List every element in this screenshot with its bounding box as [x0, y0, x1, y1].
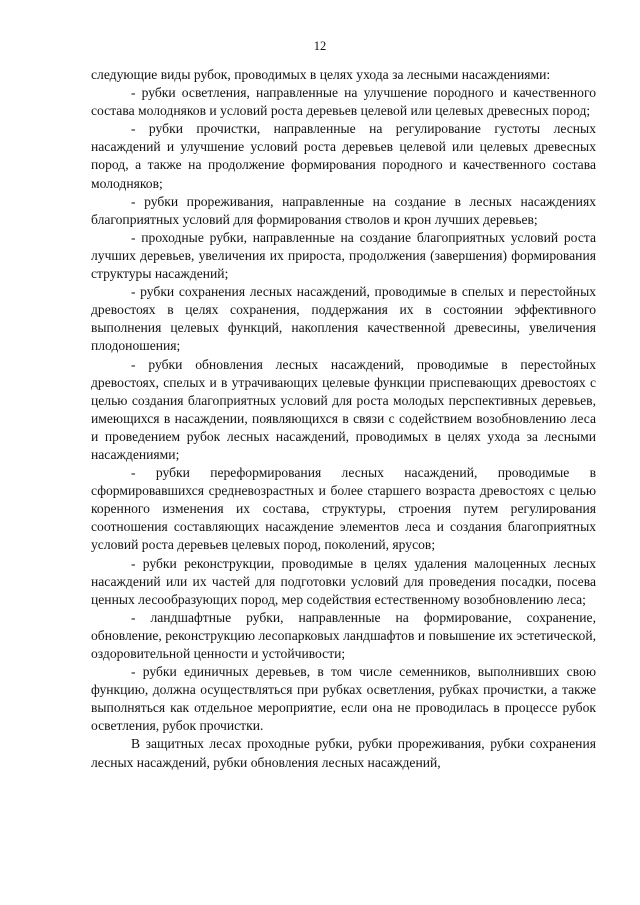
- paragraph-preservation-cuttings: - рубки сохранения лесных насаждений, проводимые в спелых и перестойных древостоях в целях сохранения, поддержания их в состоянии эффективного выполнения целевых функций, накопления качественной древесины, увеличения плодоношения;: [91, 284, 596, 354]
- paragraph-cleaning-cuttings: - рубки прочистки, направленные на регулирование густоты лесных насаждений и улучшение условий роста деревьев целевой или целевых древесных пород, а также на продолжение формирования породного и качественного состава молодняков;: [91, 121, 596, 191]
- paragraph-landscape-cuttings: - ландшафтные рубки, направленные на формирование, сохранение, обновление, реконструкцию лесопарковых ландшафтов и повышение их эстетической, оздоровительной ценности и устойчивости;: [91, 609, 596, 661]
- paragraph-passage-cuttings: - проходные рубки, направленные на создание благоприятных условий роста лучших деревьев, увеличения их прироста, продолжения (завершения) формирования структуры насаждений;: [91, 229, 596, 282]
- document-body: [91, 66, 596, 772]
- page-number: 12: [313, 39, 327, 53]
- paragraph-renewal-cuttings: - рубки обновления лесных насаждений, проводимые в перестойных древостоях, спелых и в утрачивающих целевые функции приспевающих древостоях с целью создания благоприятных условий для роста молодых перспективных деревьев, имеющихся в насаждении, появляющихся в связи с содействием возобновлению леса и проведением рубок лесных насаждений, проводимых в целях ухода за лесными насаждениями;: [91, 356, 596, 462]
- paragraph-protective-forests: В защитных лесах проходные рубки, рубки прореживания, рубки сохранения лесных насаждений, рубки обновления лесных насаждений,: [91, 736, 596, 770]
- paragraph-reformation-cuttings: - рубки переформирования лесных насаждений, проводимые в сформировавшихся средневозрастных и более старшего возраста древостоях с целью коренного изменения их состава, структуры, строения путем регулирования соотношения составляющих насаждение элементов леса и создания благоприятных условий роста деревьев целевых пород, поколений, ярусов;: [91, 465, 596, 553]
- paragraph-single-tree-cuttings: - рубки единичных деревьев, в том числе семенников, выполнивших свою функцию, должна осуществляться при рубках осветления, рубках прочистки, а также выполняться как отдельное мероприятие, если она не проводилась в процессе рубок осветления, рубок прочистки.: [91, 664, 596, 734]
- paragraph-reconstruction-cuttings: - рубки реконструкции, проводимые в целях удаления малоценных лесных насаждений или их частей для подготовки условий для проведения посадки, посева ценных лесообразующих пород, мер содействия естественному возобновлению леса;: [91, 555, 596, 607]
- paragraph-intro: следующие виды рубок, проводимых в целях ухода за лесными насаждениями:: [91, 67, 551, 82]
- paragraph-clearing-cuttings: - рубки осветления, направленные на улучшение породного и качественного состава молодняков и условий роста деревьев целевой или целевых древесных пород;: [91, 85, 596, 119]
- paragraph-thinning-cuttings: - рубки прореживания, направленные на создание в лесных насаждениях благоприятных условий для формирования стволов и крон лучших деревьев;: [91, 193, 596, 227]
